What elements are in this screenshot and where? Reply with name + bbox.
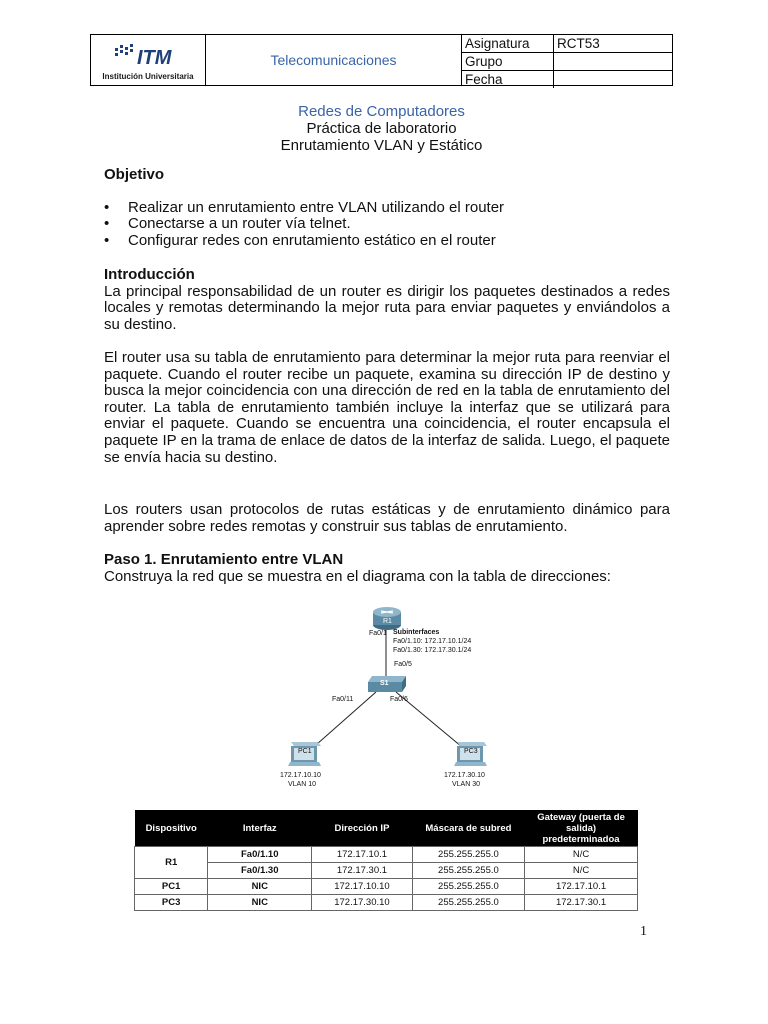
logo-mark-text: ITM <box>137 47 172 69</box>
protocols-paragraph: Los routers usan protocolos de rutas estáticas y de enrutamiento dinámico para aprender sobre redes remotas y construir sus tablas de enrutamiento. <box>104 501 670 535</box>
router-port-label: Fa0/1 <box>369 630 387 637</box>
mask-cell: 255.255.255.0 <box>412 847 524 863</box>
header-value <box>554 53 672 70</box>
gateway-cell: N/C <box>525 863 638 879</box>
practice-title: Práctica de laboratorio <box>306 120 457 137</box>
protocols-section <box>104 502 670 535</box>
routing-table-section <box>104 350 670 466</box>
step1-section <box>104 552 670 585</box>
logo-caption: Institución Universitaria <box>102 72 194 81</box>
itm-logo-icon <box>113 42 185 70</box>
switch-name: S1 <box>380 680 389 687</box>
gateway-cell: 172.17.10.1 <box>525 879 638 895</box>
header-value: RCT53 <box>557 36 600 51</box>
pc1-name: PC1 <box>298 748 312 755</box>
col-header: Gateway (puerta de salida) predeterminadoa <box>525 810 638 847</box>
col-header: Interfaz <box>208 810 312 847</box>
device-cell: PC3 <box>135 895 208 911</box>
ip-cell: 172.17.10.10 <box>312 879 413 895</box>
list-item: • Realizar un enrutamiento entre VLAN utilizando el router <box>104 200 670 216</box>
switch-left-port-label: Fa0/11 <box>332 696 354 703</box>
device-cell: R1 <box>135 847 208 879</box>
mask-cell: 255.255.255.0 <box>412 895 524 911</box>
header-info-table <box>462 35 672 85</box>
gateway-cell: 172.17.30.1 <box>525 895 638 911</box>
mask-cell: 255.255.255.0 <box>412 863 524 879</box>
header-key: Asignatura <box>462 35 554 52</box>
header-row-subject <box>462 35 672 53</box>
objective-list <box>104 200 670 249</box>
course-title: Redes de Computadores <box>298 103 465 120</box>
interface-cell: NIC <box>208 879 312 895</box>
col-header: Dispositivo <box>135 810 208 847</box>
header-row-group <box>462 53 672 71</box>
step1-heading: Paso 1. Enrutamiento entre VLAN <box>104 551 344 568</box>
page-number: 1 <box>640 924 647 939</box>
pc3-name: PC3 <box>464 748 478 755</box>
objective-heading: Objetivo <box>104 166 165 183</box>
document-titles <box>90 103 673 154</box>
interface-cell: Fa0/1.10 <box>208 847 312 863</box>
header-key: Fecha <box>462 71 554 88</box>
pc1-ip: 172.17.10.10 <box>280 772 321 779</box>
institution-logo <box>91 35 206 85</box>
table-row <box>135 863 638 879</box>
header-row-date <box>462 71 672 88</box>
header-value <box>554 71 672 88</box>
switch-up-port-label: Fa0/5 <box>394 661 412 668</box>
document-header <box>90 34 673 86</box>
step1-instruction: Construya la red que se muestra en el diagrama con la tabla de direcciones: <box>104 567 611 585</box>
introduction-heading: Introducción <box>104 266 195 283</box>
table-header-row <box>135 810 638 847</box>
table-row <box>135 895 638 911</box>
ip-cell: 172.17.30.1 <box>312 863 413 879</box>
interface-cell: NIC <box>208 895 312 911</box>
col-header: Dirección IP <box>312 810 413 847</box>
interface-cell: Fa0/1.30 <box>208 863 312 879</box>
introduction-section <box>104 267 670 333</box>
table-row <box>135 847 638 863</box>
topic-title: Enrutamiento VLAN y Estático <box>280 137 483 154</box>
device-cell: PC1 <box>135 879 208 895</box>
pc1-vlan: VLAN 10 <box>288 781 317 788</box>
gateway-cell: N/C <box>525 847 638 863</box>
network-diagram <box>260 600 530 800</box>
objective-section <box>104 167 670 184</box>
col-header: Máscara de subred <box>412 810 524 847</box>
routing-paragraph: El router usa su tabla de enrutamiento para determinar la mejor ruta para reenviar el paquete. Cuando el router recibe un paquete, examina su dirección IP de destino y busca la mejor coincidencia con una dirección de red en la tabla de enrutamiento del router. La tabla de enrutamiento también incluye la interfaz que se utilizará para enviar el paquete. Cuando se encuentra una coincidencia, el router encapsula el paquete IP en la trama de enlace de datos de la interfaz de salida. Luego, el paquete se envía hacia su destino. <box>104 349 670 466</box>
switch-right-port-label: Fa0/6 <box>390 696 408 703</box>
list-item: • Configurar redes con enrutamiento estático en el router <box>104 233 670 249</box>
subinterfaces-title: Subinterfaces <box>393 629 440 636</box>
pc3-ip: 172.17.30.10 <box>444 772 485 779</box>
ip-cell: 172.17.30.10 <box>312 895 413 911</box>
objective-list-wrap <box>104 200 670 249</box>
subinterface-1: Fa0/1.10: 172.17.10.1/24 <box>393 638 472 645</box>
table-row <box>135 879 638 895</box>
list-item: • Conectarse a un router vía telnet. <box>104 216 670 232</box>
router-name: R1 <box>383 618 392 625</box>
mask-cell: 255.255.255.0 <box>412 879 524 895</box>
ip-cell: 172.17.10.1 <box>312 847 413 863</box>
introduction-paragraph: La principal responsabilidad de un router es dirigir los paquetes destinados a redes locales y remotas determinando la mejor ruta para enviar paquetes y enviándolos a su destino. <box>104 282 670 333</box>
pc3-vlan: VLAN 30 <box>452 781 481 788</box>
department-title: Telecomunicaciones <box>206 35 462 85</box>
subinterface-2: Fa0/1.30: 172.17.30.1/24 <box>393 647 472 654</box>
header-key: Grupo <box>462 53 554 70</box>
address-table <box>134 810 638 911</box>
